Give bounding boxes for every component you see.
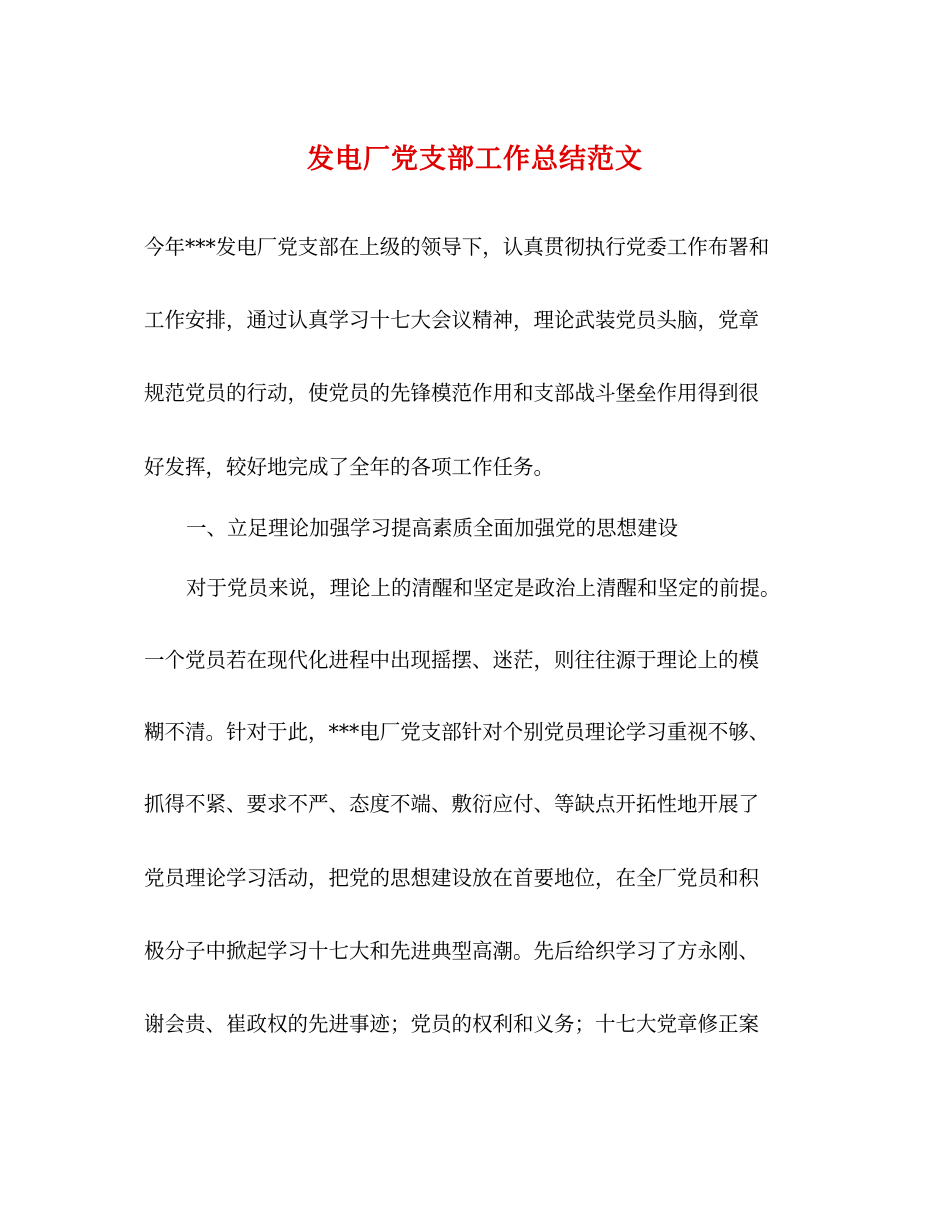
paragraph-line: 今年***发电厂党支部在上级的领导下，认真贯彻执行党委工作布署和	[144, 235, 770, 259]
paragraph-line: 规范党员的行动，使党员的先锋模范作用和支部战斗堡垒作用得到很	[144, 381, 759, 405]
paragraph-line: 极分子中掀起学习十七大和先进典型高潮。先后给织学习了方永刚、	[144, 939, 759, 963]
paragraph-line: 对于党员来说，理论上的清醒和坚定是政治上清醒和坚定的前提。	[186, 576, 781, 600]
paragraph-line: 一个党员若在现代化进程中出现摇摆、迷茫，则往往源于理论上的模	[144, 648, 759, 672]
paragraph-line: 糊不清。针对于此，***电厂党支部针对个别党员理论学习重视不够、	[144, 720, 770, 744]
paragraph-line: 好发挥，较好地完成了全年的各项工作任务。	[144, 455, 554, 479]
document-title: 发电厂党支部工作总结范文	[307, 144, 643, 175]
paragraph-line: 抓得不紧、要求不严、态度不端、敷衍应付、等缺点开拓性地开展了	[144, 792, 759, 816]
section-heading: 一、立足理论加强学习提高素质全面加强党的思想建设	[186, 516, 678, 540]
paragraph-line: 工作安排，通过认真学习十七大会议精神，理论武装党员头脑，党章	[144, 308, 759, 332]
paragraph-line: 党员理论学习活动，把党的思想建设放在首要地位，在全厂党员和积	[144, 866, 759, 890]
paragraph-line: 谢会贵、崔政权的先进事迹；党员的权利和义务；十七大党章修正案	[144, 1012, 759, 1036]
